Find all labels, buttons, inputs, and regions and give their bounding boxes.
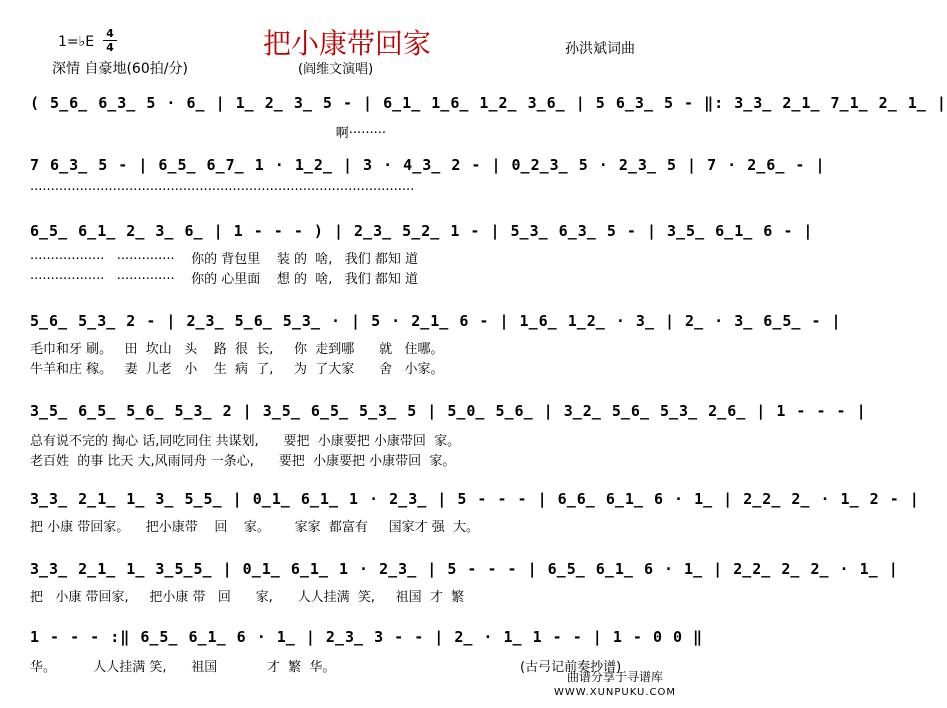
lyrics-line: 啊·········: [30, 126, 386, 141]
singer-credit: (阎维文演唱): [298, 62, 374, 77]
lyrics-line: ·····························································································: [30, 183, 415, 198]
watermark-site: WWW.XUNPUKU.COM: [554, 687, 676, 698]
time-signature-bottom: 4: [106, 41, 114, 54]
notation-row: 3̲5̲ 6̲5̲ 5̲6̲ 5̲3̲ 2 | 3̲5̲ 6̲5̲ 5̲3̲ 5 | 5̲0̲ 5̲6̲ | 3̲2̲ 5̲6̲ 5̲3̲ 2̲6̲ | 1 - - - |: [30, 402, 867, 420]
source-note: (古弓记前奏抄谱): [520, 660, 622, 675]
notation-row: 6̲5̲ 6̲1̲ 2̲ 3̲ 6̲ | 1 - - - ) | 2̲3̲ 5̲2̲ 1 - | 5̲3̲ 6̲3̲ 5 - | 3̲5̲ 6̲1̲ 6 - |: [30, 222, 814, 240]
lyrics-line: 把 小康 带回家。 把小康带 回 家。 家家 都富有 国家才 强 大。: [30, 520, 479, 535]
song-title: 把小康带回家: [262, 27, 431, 60]
lyrics-line: ·················· ·············· 你的 背包里 装 的 啥, 我们 都知 道: [30, 252, 419, 267]
lyrics-line: 牛羊和庄 稼。 妻 儿老 小 生 病 了, 为 了大家 舍 小家。: [30, 362, 444, 377]
watermark-text: 曲谱分享于寻谱库: [567, 670, 664, 684]
notation-row: ( 5̲6̲ 6̲3̲ 5 · 6̲ | 1̲ 2̲ 3̲ 5 - | 6̲1̲ 1̲6̲ 1̲2̲ 3̲6̲ | 5 6̲3̲ 5 - ‖: 3̲3̲ 2̲1̲ 7̲1̲ 2̲ 1̲ |: [30, 94, 947, 112]
tempo-marking: 深情 自豪地(60拍/分): [52, 61, 188, 77]
lyrics-line: 华。 人人挂满 笑, 祖国 才 繁 华。: [30, 660, 336, 675]
composer-credit: 孙洪斌词曲: [565, 41, 635, 57]
time-signature-top: 4: [106, 27, 114, 40]
lyrics-line: 总有说不完的 掏心 话,同吃同住 共谋划, 要把 小康要把 小康带回 家。: [30, 434, 461, 449]
notation-row: 1 - - - :‖ 6̲5̲ 6̲1̲ 6 · 1̲ | 2̲3̲ 3 - - | 2̲ · 1̲ 1 - - | 1 - 0 0 ‖: [30, 628, 704, 646]
lyrics-line: ·················· ·············· 你的 心里面 想 的 啥, 我们 都知 道: [30, 272, 419, 287]
time-signature: [103, 28, 117, 53]
key-signature: 1=♭E: [58, 34, 95, 50]
lyrics-line: 毛巾和牙 刷。 田 坎山 头 路 很 长, 你 走到哪 就 住哪。: [30, 342, 444, 357]
watermark: [554, 670, 676, 700]
lyrics-line: 把 小康 带回家, 把小康 带 回 家, 人人挂满 笑, 祖国 才 繁: [30, 590, 465, 605]
notation-row: 7 6̲3̲ 5 - | 6̲5̲ 6̲7̲ 1 · 1̲2̲ | 3 · 4̲3̲ 2 - | 0̲2̲3̲ 5 · 2̲3̲ 5 | 7 · 2̲6̲ - |: [30, 156, 826, 174]
notation-row: 3̲3̲ 2̲1̲ 1̲ 3̲ 5̲5̲ | 0̲1̲ 6̲1̲ 1 · 2̲3̲ | 5 - - - | 6̲6̲ 6̲1̲ 6 · 1̲ | 2̲2̲ 2̲ · 1̲ 2 - |: [30, 490, 920, 508]
lyrics-line: 老百姓 的事 比天 大,风雨同舟 一条心, 要把 小康要把 小康带回 家。: [30, 454, 456, 469]
notation-row: 5̲6̲ 5̲3̲ 2 - | 2̲3̲ 5̲6̲ 5̲3̲ · | 5 · 2̲1̲ 6 - | 1̲6̲ 1̲2̲ · 3̲ | 2̲ · 3̲ 6̲5̲ - |: [30, 312, 842, 330]
notation-row: 3̲3̲ 2̲1̲ 1̲ 3̲5̲5̲ | 0̲1̲ 6̲1̲ 1 · 2̲3̲ | 5 - - - | 6̲5̲ 6̲1̲ 6 · 1̲ | 2̲2̲ 2̲ 2̲ · 1̲ |: [30, 560, 899, 578]
